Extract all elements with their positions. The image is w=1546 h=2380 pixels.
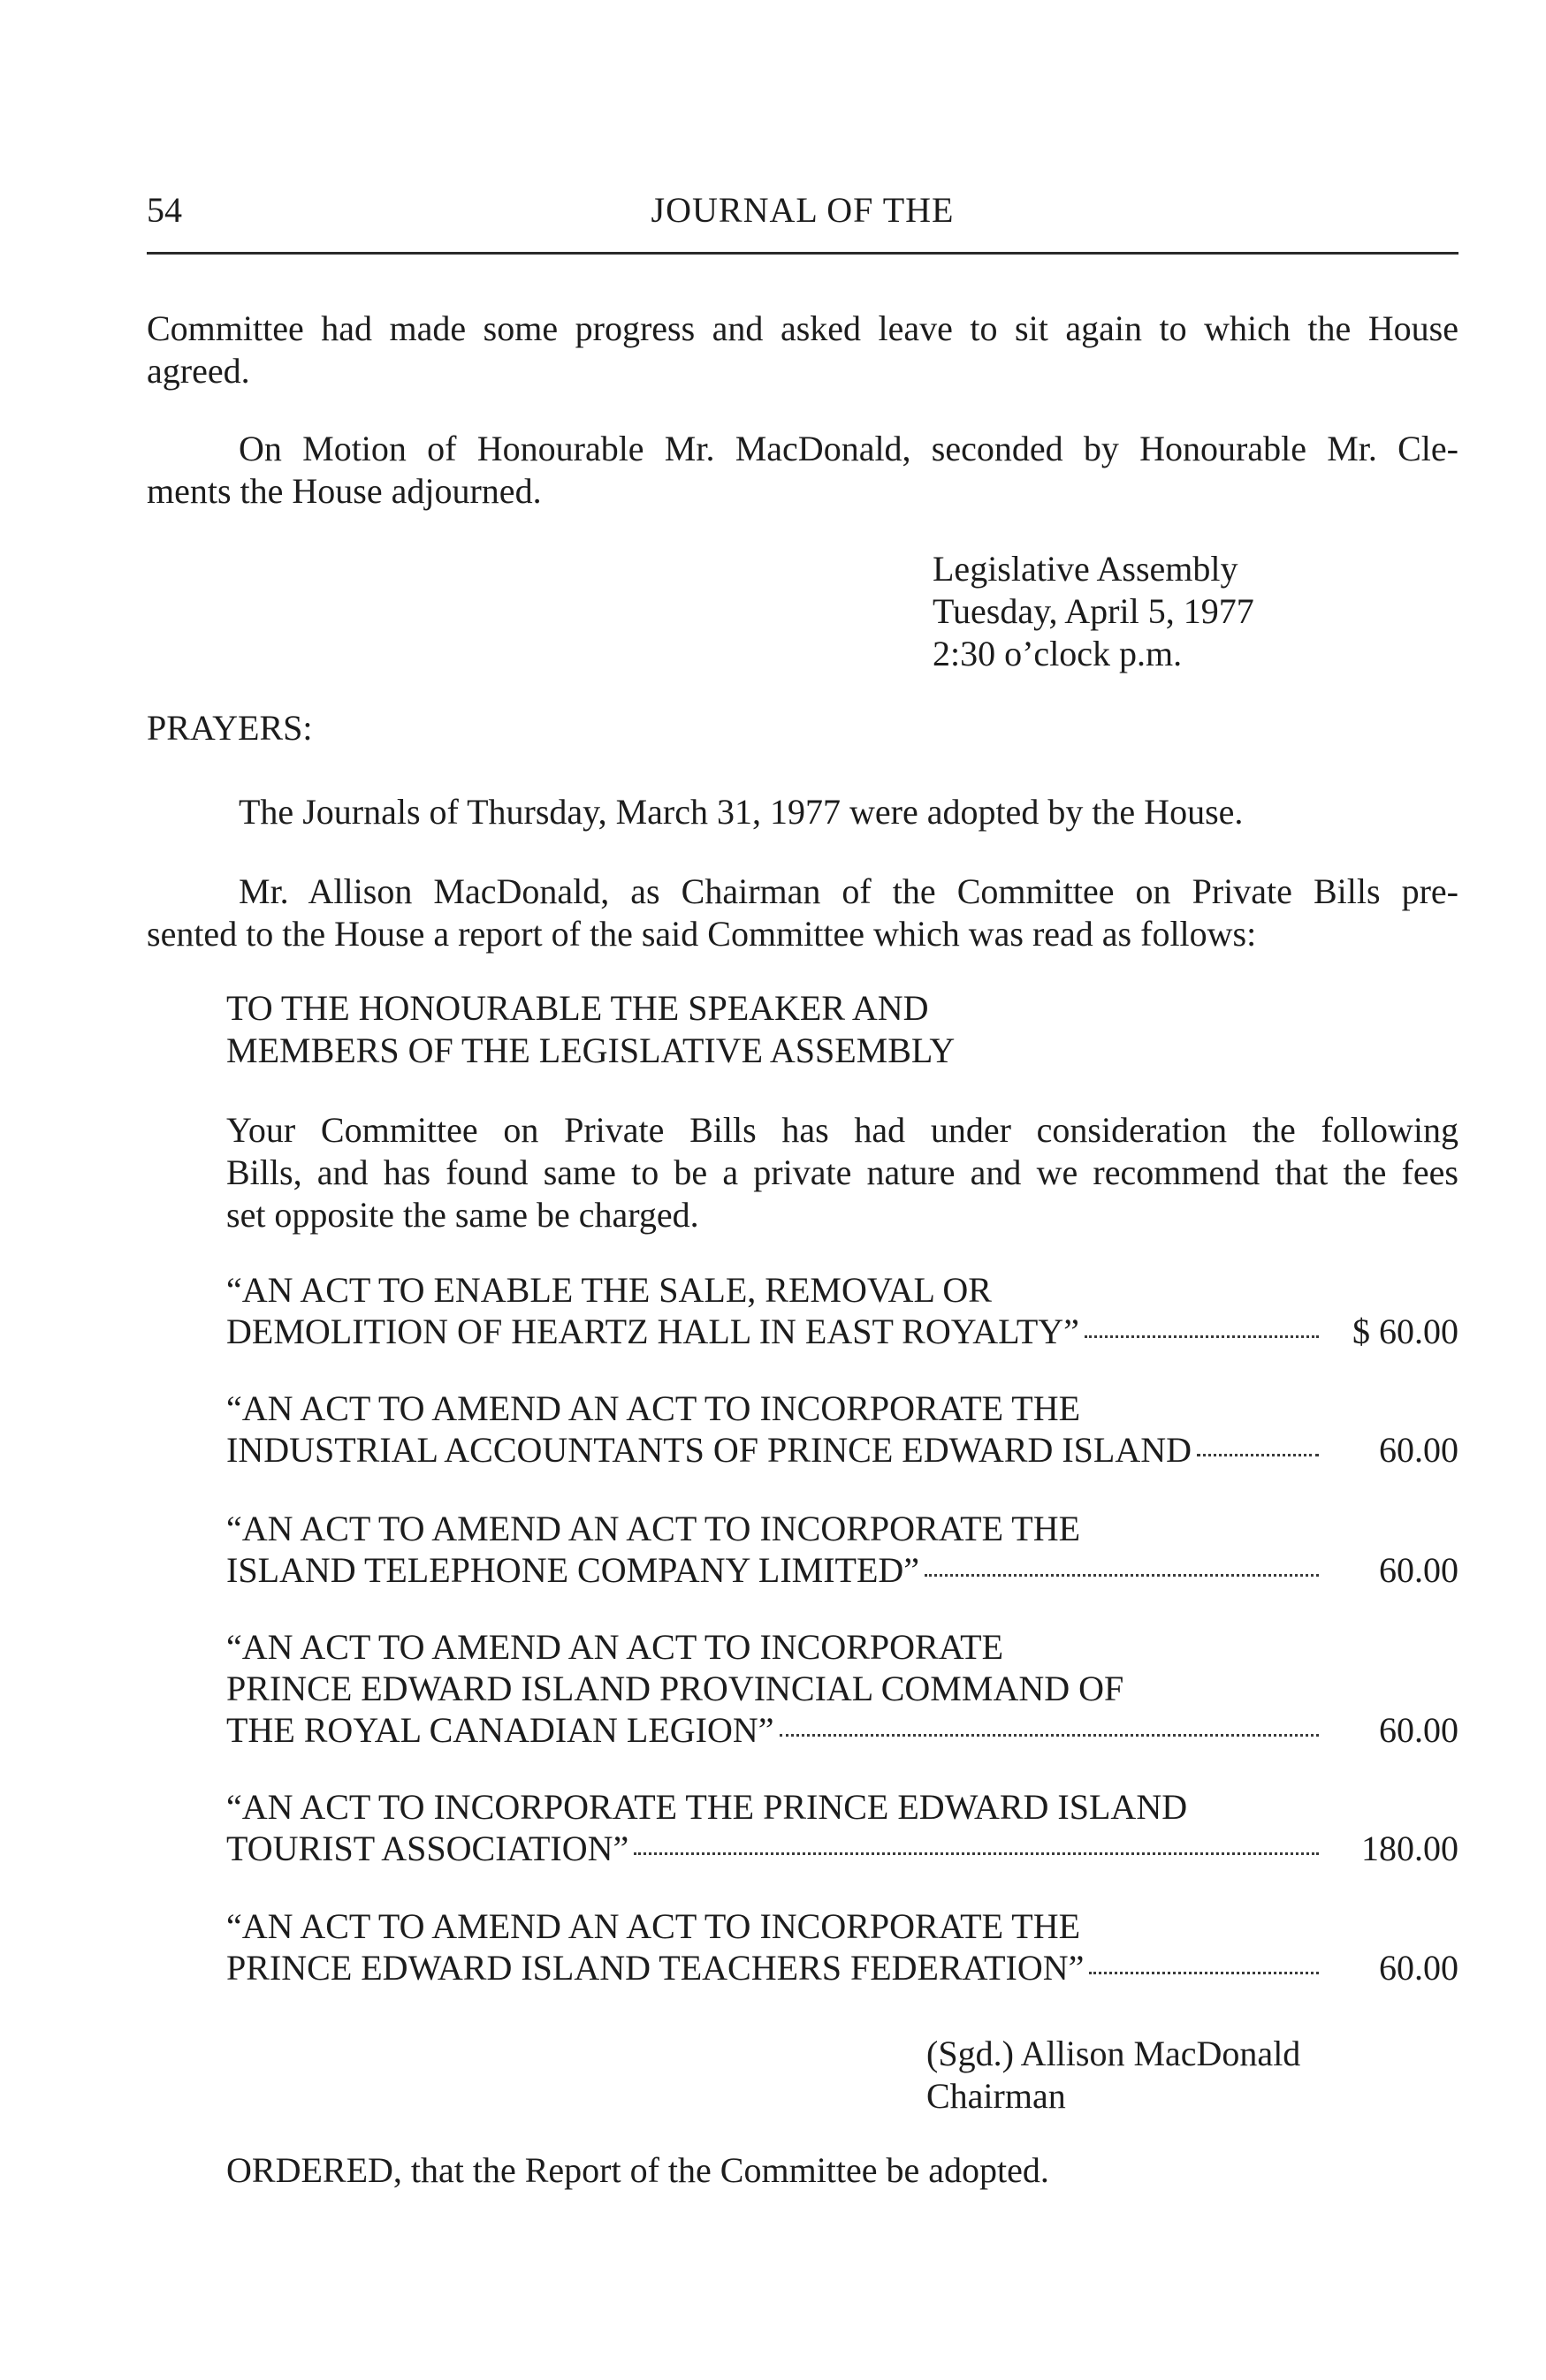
running-head: JOURNAL OF THE <box>651 190 955 230</box>
paragraph-line: Mr. Allison MacDonald, as Chairman of the Committee on Private Bills pre- <box>239 871 1458 911</box>
bill-title-line: ISLAND TELEPHONE COMPANY LIMITED” <box>226 1550 920 1590</box>
sitting-date: Tuesday, April 5, 1977 <box>933 591 1254 631</box>
paragraph-report-intro <box>147 871 1458 955</box>
paragraph-committee-progress <box>147 308 1458 392</box>
signature-block <box>926 2033 1300 2118</box>
paragraph-line: Bills, and has found same to be a private nature and we recommend that the fees <box>226 1152 1458 1192</box>
report-body <box>226 1109 1458 1236</box>
ordered-statement: ORDERED, that the Report of the Committee be adopted. <box>226 2150 1049 2190</box>
paragraph-line: Your Committee on Private Bills has had under consideration the following <box>226 1110 1458 1150</box>
address-line: TO THE HONOURABLE THE SPEAKER AND <box>226 988 929 1028</box>
bill-entry <box>226 1905 1458 1988</box>
page-header <box>147 189 1458 242</box>
paragraph-line: sented to the House a report of the said Committee which was read as follows: <box>147 914 1257 954</box>
paragraph-line: agreed. <box>147 351 250 391</box>
bill-entry <box>226 1388 1458 1471</box>
report-address <box>226 987 955 1072</box>
bill-entry <box>226 1786 1458 1869</box>
prayers-heading: PRAYERS: <box>147 708 313 748</box>
bill-entry <box>226 1626 1458 1751</box>
paragraph-motion-adjourn <box>147 428 1458 513</box>
sitting-details <box>933 548 1254 675</box>
bill-fee: 60.00 <box>1379 1550 1458 1590</box>
bill-title-line: “AN ACT TO AMEND AN ACT TO INCORPORATE <box>226 1627 1004 1667</box>
journals-adopted: The Journals of Thursday, March 31, 1977 were adopted by the House. <box>239 792 1244 832</box>
address-line: MEMBERS OF THE LEGISLATIVE ASSEMBLY <box>226 1030 956 1070</box>
page-number: 54 <box>147 190 182 230</box>
signature-name: (Sgd.) Allison MacDonald <box>926 2034 1301 2073</box>
sitting-assembly: Legislative Assembly <box>933 549 1238 589</box>
leader-dots <box>925 1574 1319 1577</box>
bill-title-line: “AN ACT TO ENABLE THE SALE, REMOVAL OR <box>226 1270 992 1310</box>
bill-title-line: “AN ACT TO AMEND AN ACT TO INCORPORATE THE <box>226 1509 1081 1548</box>
bill-title-line: “AN ACT TO AMEND AN ACT TO INCORPORATE THE <box>226 1906 1081 1946</box>
bill-fee: 60.00 <box>1379 1430 1458 1470</box>
bill-entry <box>226 1508 1458 1591</box>
bill-title-line: THE ROYAL CANADIAN LEGION” <box>226 1710 774 1750</box>
bill-title-line: “AN ACT TO AMEND AN ACT TO INCORPORATE THE <box>226 1388 1081 1428</box>
bill-title-line: INDUSTRIAL ACCOUNTANTS OF PRINCE EDWARD ISLAND <box>226 1430 1192 1470</box>
leader-dots <box>1197 1454 1319 1456</box>
bill-title-line: DEMOLITION OF HEARTZ HALL IN EAST ROYALTY” <box>226 1312 1079 1351</box>
signature-title: Chairman <box>926 2076 1066 2116</box>
bill-title-line: TOURIST ASSOCIATION” <box>226 1829 629 1868</box>
leader-dots <box>634 1852 1319 1855</box>
paragraph-line: On Motion of Honourable Mr. MacDonald, seconded by Honourable Mr. Cle- <box>239 429 1458 468</box>
bill-title-line: PRINCE EDWARD ISLAND PROVINCIAL COMMAND OF <box>226 1669 1124 1708</box>
bill-entry <box>226 1269 1458 1352</box>
paragraph-line: ments the House adjourned. <box>147 471 542 511</box>
sitting-time: 2:30 o’clock p.m. <box>933 634 1183 673</box>
bill-title-line: PRINCE EDWARD ISLAND TEACHERS FEDERATION” <box>226 1948 1085 1988</box>
bill-fee: 180.00 <box>1361 1829 1458 1868</box>
paragraph-line: set opposite the same be charged. <box>226 1195 699 1235</box>
bill-fee: $ 60.00 <box>1352 1312 1458 1351</box>
paragraph-line: Committee had made some progress and asked leave to sit again to which the House <box>147 308 1458 348</box>
leader-dots <box>1089 1972 1319 1974</box>
header-rule <box>147 252 1458 255</box>
bill-title-line: “AN ACT TO INCORPORATE THE PRINCE EDWARD ISLAND <box>226 1787 1188 1827</box>
bill-fee: 60.00 <box>1379 1710 1458 1750</box>
bill-fee: 60.00 <box>1379 1948 1458 1988</box>
leader-dots <box>780 1734 1319 1737</box>
leader-dots <box>1085 1335 1319 1338</box>
